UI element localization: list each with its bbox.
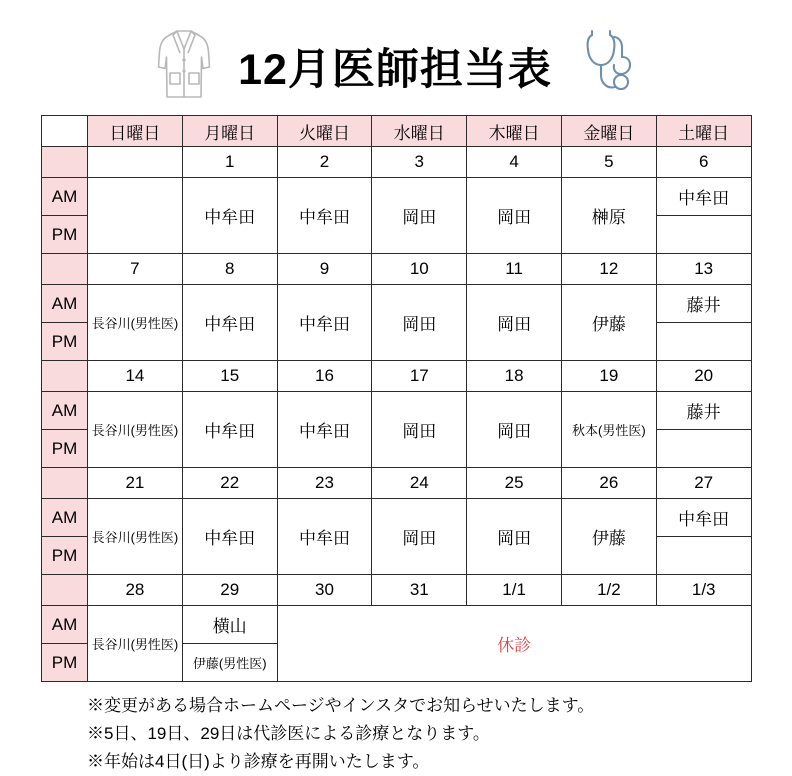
date-cell: 10	[372, 254, 467, 285]
weekday-thursday: 木曜日	[467, 116, 562, 147]
date-cell: 30	[277, 575, 372, 606]
doctor-cell: 長谷川(男性医)	[88, 499, 183, 575]
doctor-cell: 中牟田	[182, 392, 277, 468]
am-row-week3	[42, 392, 752, 430]
doctor-cell: 岡田	[372, 499, 467, 575]
pm-label: PM	[42, 644, 88, 682]
doctor-cell	[656, 537, 751, 575]
date-cell: 18	[467, 361, 562, 392]
doctor-cell: 岡田	[372, 392, 467, 468]
doctor-cell: 中牟田	[277, 499, 372, 575]
am-label: AM	[42, 392, 88, 430]
pm-label: PM	[42, 537, 88, 575]
am-label: AM	[42, 285, 88, 323]
doctor-cell: 中牟田	[182, 285, 277, 361]
date-row-label	[42, 254, 88, 285]
date-cell: 14	[88, 361, 183, 392]
date-row-label	[42, 575, 88, 606]
date-cell: 24	[372, 468, 467, 499]
doctor-cell: 中牟田	[277, 285, 372, 361]
am-label: AM	[42, 178, 88, 216]
doctor-cell: 岡田	[372, 285, 467, 361]
am-row-week1	[42, 178, 752, 216]
date-cell: 22	[182, 468, 277, 499]
weekday-header-row	[42, 116, 752, 147]
doctor-cell: 中牟田	[277, 392, 372, 468]
am-label: AM	[42, 499, 88, 537]
weekday-tuesday: 火曜日	[277, 116, 372, 147]
date-cell: 13	[656, 254, 751, 285]
doctor-cell: 藤井	[656, 392, 751, 430]
page-title: 12月医師担当表	[238, 46, 552, 94]
date-cell: 23	[277, 468, 372, 499]
weekday-sunday: 日曜日	[88, 116, 183, 147]
date-cell: 1/3	[656, 575, 751, 606]
am-label: AM	[42, 606, 88, 644]
doctor-cell: 伊藤	[561, 285, 656, 361]
date-cell: 29	[182, 575, 277, 606]
am-row-week2	[42, 285, 752, 323]
doctor-cell: 中牟田	[277, 178, 372, 254]
date-cell: 8	[182, 254, 277, 285]
doctor-cell	[656, 430, 751, 468]
am-row-week4	[42, 499, 752, 537]
doctor-cell: 岡田	[467, 392, 562, 468]
doctor-cell: 藤井	[656, 285, 751, 323]
date-row-label	[42, 147, 88, 178]
doctor-cell: 中牟田	[656, 178, 751, 216]
date-cell: 11	[467, 254, 562, 285]
date-cell: 27	[656, 468, 751, 499]
note-line: ※変更がある場合ホームページやインスタでお知らせいたします。	[87, 696, 595, 715]
date-cell: 3	[372, 147, 467, 178]
doctor-cell: 横山	[182, 606, 277, 644]
am-row-week5	[42, 606, 752, 644]
date-cell: 6	[656, 147, 751, 178]
stethoscope-icon	[578, 27, 636, 106]
doctor-cell: 岡田	[467, 178, 562, 254]
date-cell: 12	[561, 254, 656, 285]
doctor-cell: 岡田	[467, 499, 562, 575]
doctor-cell: 長谷川(男性医)	[88, 285, 183, 361]
lab-coat-icon	[156, 27, 212, 106]
date-cell: 9	[277, 254, 372, 285]
weekday-saturday: 土曜日	[656, 116, 751, 147]
weekday-wednesday: 水曜日	[372, 116, 467, 147]
schedule-sheet	[41, 115, 751, 682]
page-header	[0, 0, 792, 115]
doctor-cell: 中牟田	[182, 499, 277, 575]
date-cell: 16	[277, 361, 372, 392]
schedule-table	[41, 115, 752, 682]
doctor-cell	[656, 323, 751, 361]
weekday-monday: 月曜日	[182, 116, 277, 147]
date-row-week4	[42, 468, 752, 499]
date-row-label	[42, 361, 88, 392]
date-row-week2	[42, 254, 752, 285]
pm-label: PM	[42, 430, 88, 468]
doctor-cell: 長谷川(男性医)	[88, 392, 183, 468]
doctor-cell: 中牟田	[182, 178, 277, 254]
doctor-cell: 長谷川(男性医)	[88, 606, 183, 682]
date-cell	[88, 147, 183, 178]
date-cell: 21	[88, 468, 183, 499]
date-cell: 7	[88, 254, 183, 285]
corner-cell	[42, 116, 88, 147]
note-line: ※年始は4日(日)より診療を再開いたします。	[87, 752, 430, 772]
doctor-cell: 伊藤	[561, 499, 656, 575]
date-cell: 25	[467, 468, 562, 499]
notes-section	[41, 692, 751, 776]
doctor-cell	[88, 178, 183, 254]
note-line: ※5日、19日、29日は代診医による診療となります。	[87, 724, 490, 744]
doctor-cell: 中牟田	[656, 499, 751, 537]
pm-label: PM	[42, 323, 88, 361]
closed-notice-cell: 休診	[277, 606, 751, 682]
date-cell: 26	[561, 468, 656, 499]
date-cell: 19	[561, 361, 656, 392]
date-cell: 5	[561, 147, 656, 178]
date-cell: 17	[372, 361, 467, 392]
date-cell: 2	[277, 147, 372, 178]
doctor-cell: 岡田	[372, 178, 467, 254]
date-cell: 1/2	[561, 575, 656, 606]
date-row-label	[42, 468, 88, 499]
doctor-cell: 榊原	[561, 178, 656, 254]
date-cell: 1/1	[467, 575, 562, 606]
date-cell: 1	[182, 147, 277, 178]
doctor-cell: 岡田	[467, 285, 562, 361]
date-row-week5	[42, 575, 752, 606]
date-cell: 15	[182, 361, 277, 392]
doctor-cell	[656, 216, 751, 254]
date-cell: 28	[88, 575, 183, 606]
date-cell: 4	[467, 147, 562, 178]
weekday-friday: 金曜日	[561, 116, 656, 147]
date-row-week1	[42, 147, 752, 178]
date-cell: 20	[656, 361, 751, 392]
doctor-cell: 伊藤(男性医)	[182, 644, 277, 682]
date-row-week3	[42, 361, 752, 392]
date-cell: 31	[372, 575, 467, 606]
doctor-cell: 秋本(男性医)	[561, 392, 656, 468]
pm-label: PM	[42, 216, 88, 254]
